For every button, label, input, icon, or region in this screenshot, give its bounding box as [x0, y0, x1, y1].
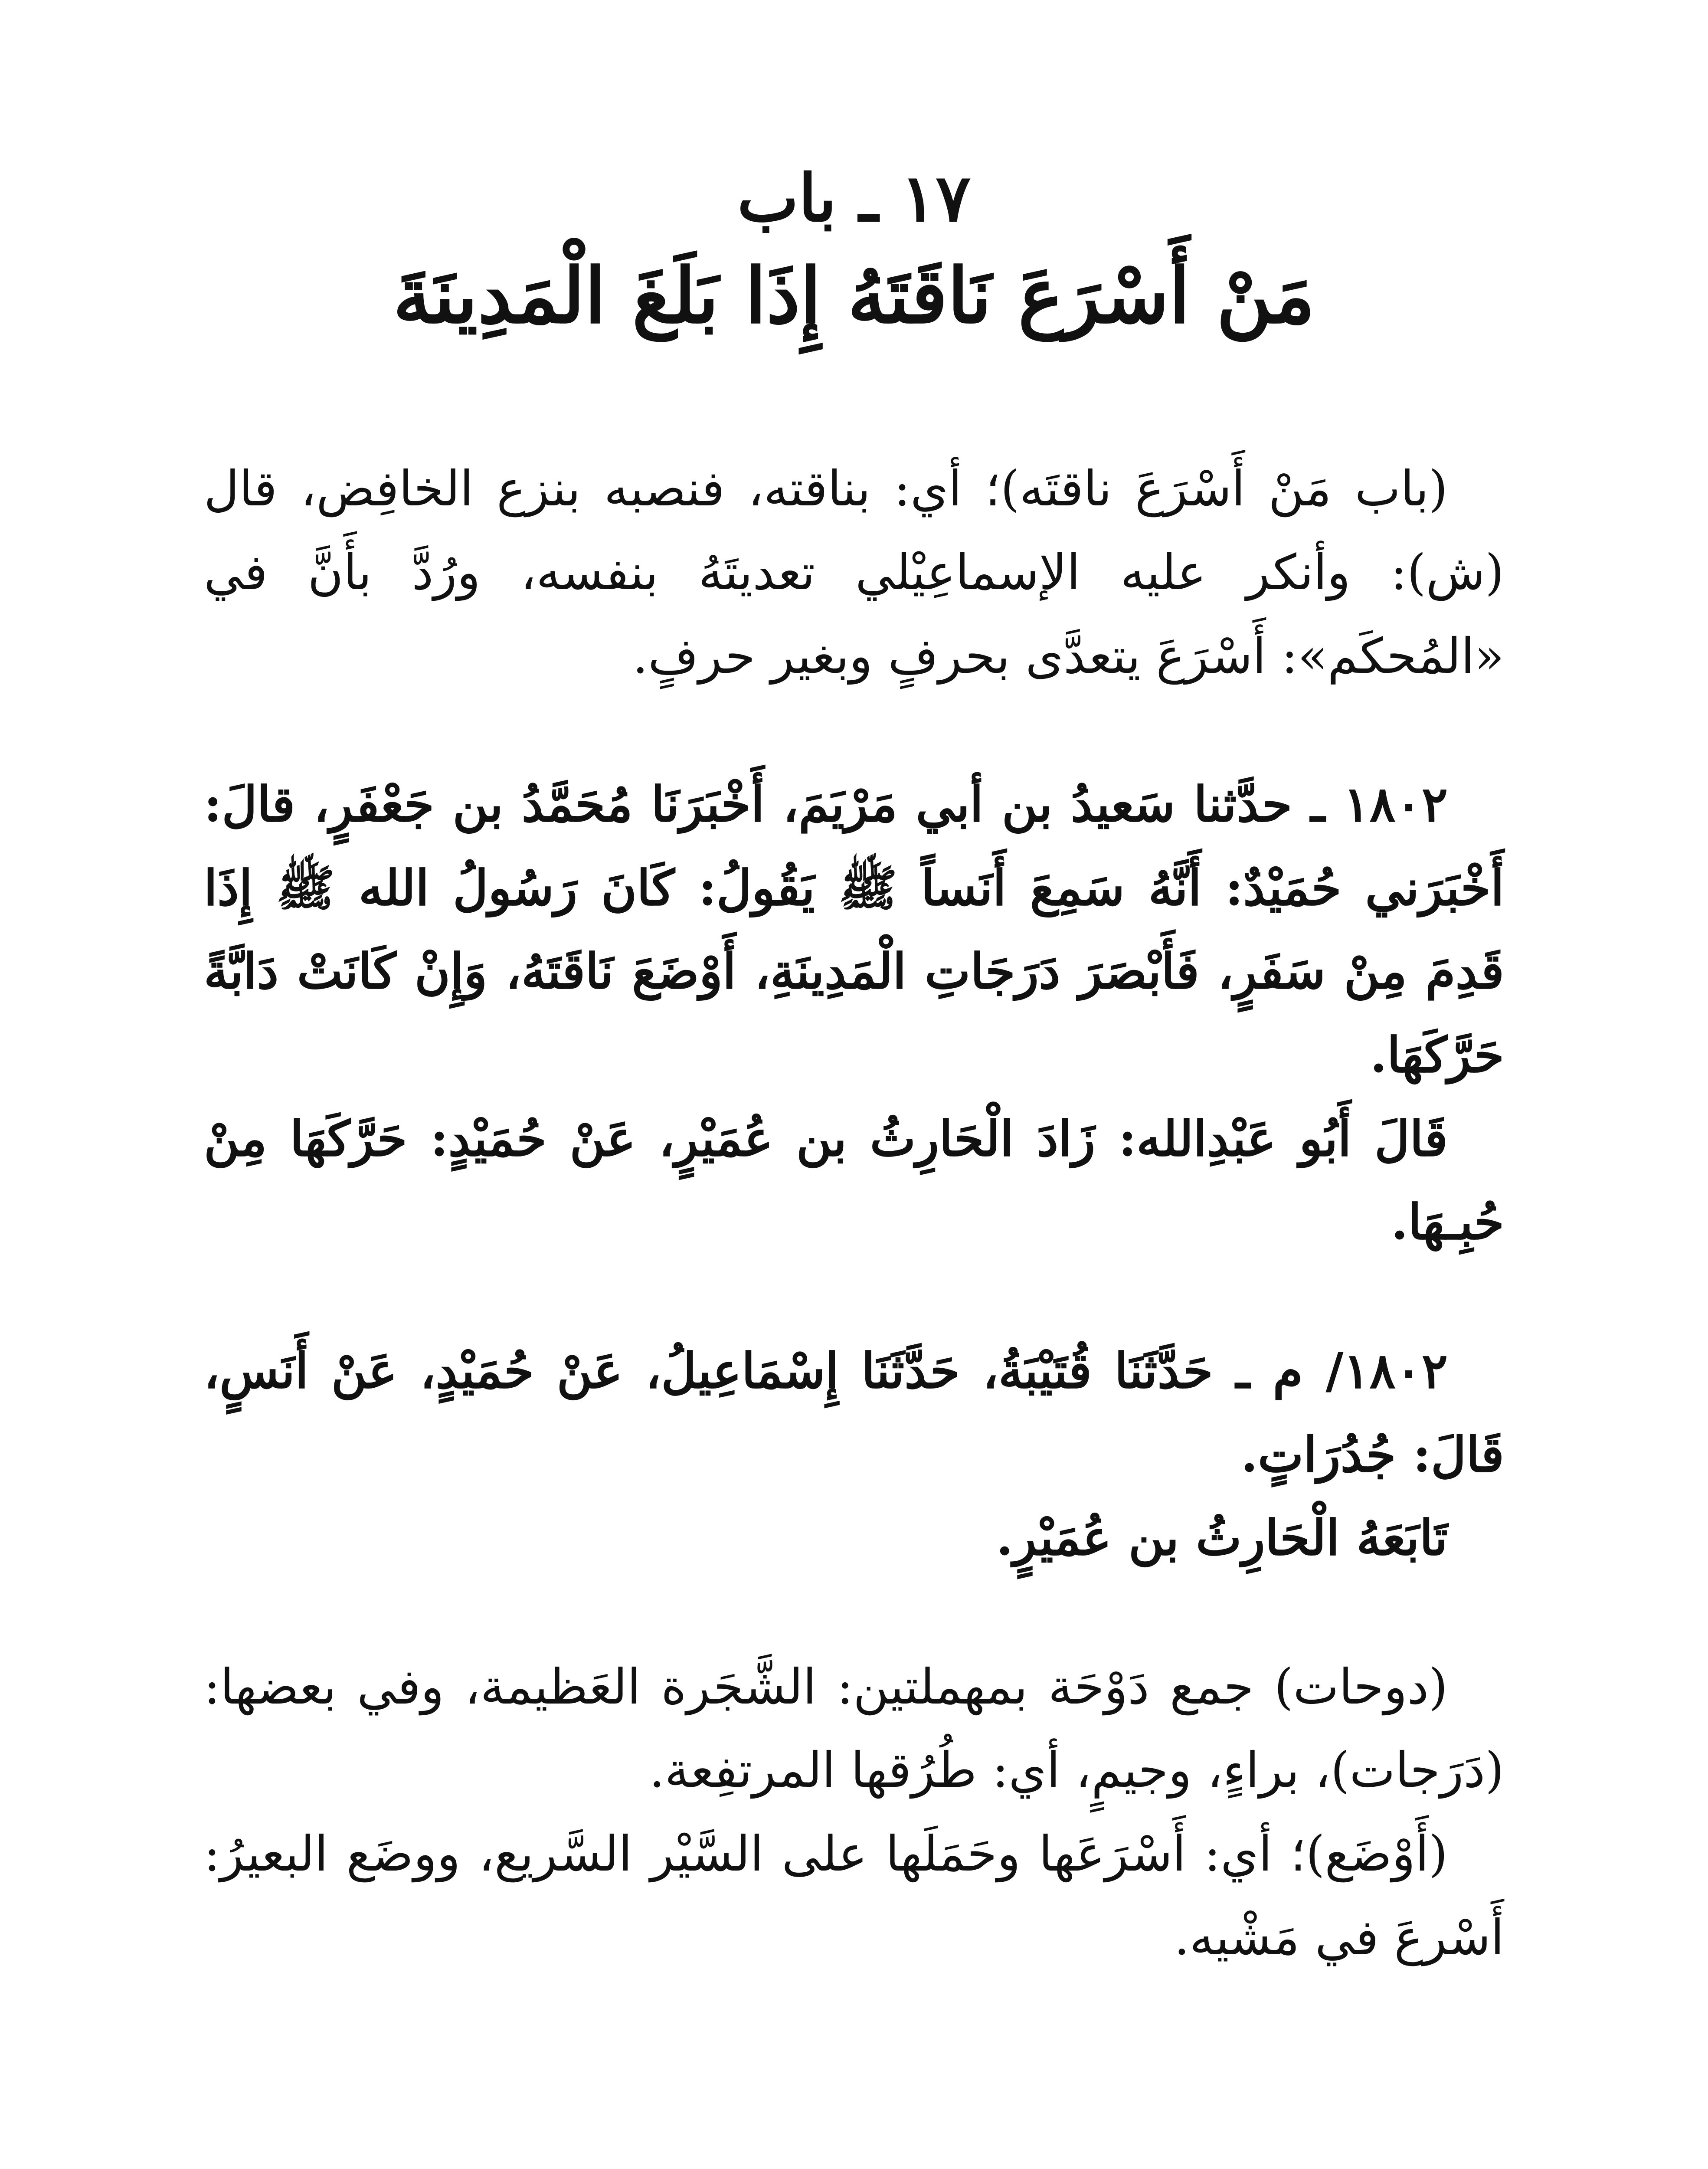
hadith-paragraph: ١٨٠٢ ـ حدَّثنا سَعيدُ بن أبي مَرْيَمَ، أَخْبَرَنَا مُحَمَّدُ بن جَعْفَرٍ، قالَ: أَخْبَرَني حُمَيْدٌ: أَنَّهُ سَمِعَ أَنَساً ﷺ يَقُولُ: كَانَ رَسُولُ الله ﷺ إِذَا قَدِمَ مِنْ سَفَرٍ، فَأَبْصَرَ دَرَجَاتِ الْمَدِينَةِ، أَوْضَعَ نَاقَتَهُ، وَإِنْ كَانَتْ دَابَّةً حَرَّكَهَا.	[204, 776, 1504, 1084]
commentary-paragraph: (دوحات) جمع دَوْحَة بمهملتين: الشَّجَرة العَظيمة، وفي بعضها: (دَرَجات)، براءٍ، وجيمٍ، أي: طُرُقها المرتفِعة.	[204, 1658, 1504, 1799]
hadith-block	[204, 763, 1504, 1265]
hadith-block	[204, 1330, 1504, 1580]
commentary-block	[204, 447, 1504, 698]
commentary-paragraph: (أَوْضَع)؛ أي: أَسْرَعَها وحَمَلَها على السَّيْر السَّريع، ووضَع البعيرُ: أَسْرعَ في مَشْيه.	[204, 1826, 1504, 1966]
chapter-title: مَنْ أَسْرَعَ نَاقَتَهُ إِذَا بَلَغَ الْمَدِينَةَ	[393, 252, 1315, 341]
hadith-paragraph: قَالَ أَبُو عَبْدِالله: زَادَ الْحَارِثُ بن عُمَيْرٍ، عَنْ حُمَيْدٍ: حَرَّكَهَا مِنْ حُبِـهَا.	[204, 1110, 1504, 1251]
commentary-paragraph: (باب مَنْ أَسْرَعَ ناقتَه)؛ أي: بناقته، فنصبه بنزع الخافِض، قال (ش): وأنكر عليه الإسماعِيْلي تعديتَهُ بنفسه، ورُدَّ بأَنَّ في «المُحكَم»: أَسْرَعَ يتعدَّى بحرفٍ وبغير حرفٍ.	[204, 461, 1504, 685]
chapter-label: ١٧ ـ باب	[737, 160, 971, 236]
hadith-paragraph: تَابَعَهُ الْحَارِثُ بن عُمَيْرٍ.	[996, 1510, 1448, 1567]
commentary-block	[204, 1645, 1504, 1980]
hadith-paragraph: ١٨٠٢/ م ـ حَدَّثَنَا قُتَيْبَةُ، حَدَّثَنَا إِسْمَاعِيلُ، عَنْ حُمَيْدٍ، عَنْ أَنَسٍ، قَالَ: جُدُرَاتٍ.	[204, 1342, 1504, 1483]
